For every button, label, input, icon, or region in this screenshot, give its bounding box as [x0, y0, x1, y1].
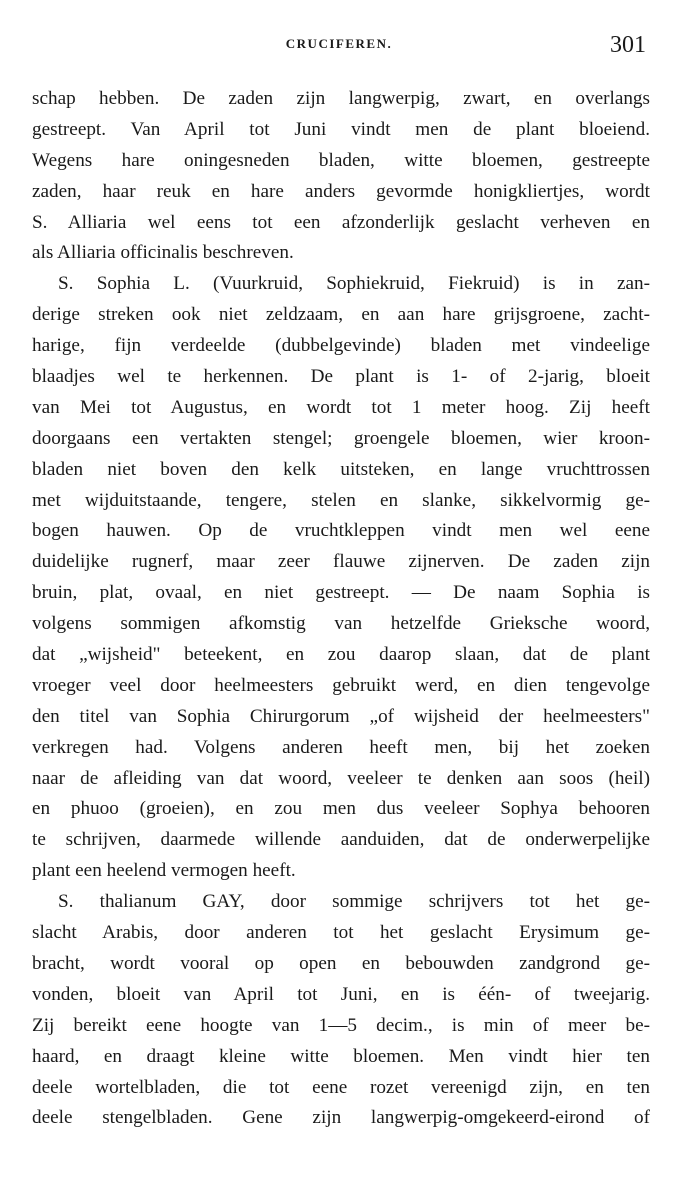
- text-line: zaden, haar reuk en hare anders gevormde honigkliertjes, wordt: [32, 180, 650, 202]
- text-line: bogen hauwen. Op de vruchtkleppen vindt men wel eene: [32, 520, 650, 542]
- text-line: haard, en draagt kleine witte bloemen. Men vindt hier ten: [32, 1045, 650, 1067]
- text-line: S. Sophia L. (Vuurkruid, Sophiekruid, Fiekruid) is in zan-: [58, 273, 650, 295]
- text-line: van Mei tot Augustus, en wordt tot 1 meter hoog. Zij heeft: [32, 396, 650, 418]
- text-line: den titel van Sophia Chirurgorum „of wijsheid der heelmeesters": [32, 705, 650, 727]
- page-number: 301: [610, 32, 646, 58]
- text-line: deele wortelbladen, die tot eene rozet vereenigd zijn, en ten: [32, 1076, 650, 1098]
- text-line: volgens sommigen afkomstig van hetzelfde Grieksche woord,: [32, 613, 650, 635]
- text-line: slacht Arabis, door anderen tot het geslacht Erysimum ge-: [32, 922, 650, 944]
- text-line: doorgaans een vertakten stengel; groengele bloemen, wier kroon-: [32, 427, 650, 449]
- text-line: bladen niet boven den kelk uitsteken, en lange vruchttrossen: [32, 458, 650, 480]
- text-line: te schrijven, daarmede willende aanduiden, dat de onderwerpelijke: [32, 829, 650, 851]
- text-line: vonden, bloeit van April tot Juni, en is één- of tweejarig.: [32, 983, 650, 1005]
- text-line: verkregen had. Volgens anderen heeft men, bij het zoeken: [32, 736, 650, 758]
- text-line: bracht, wordt vooral op open en bebouwden zandgrond ge-: [32, 952, 650, 974]
- text-line: dat „wijsheid" beteekent, en zou daarop slaan, dat de plant: [32, 644, 650, 666]
- running-header: [32, 32, 646, 68]
- text-line: Zij bereikt eene hoogte van 1—5 decim., is min of meer be-: [32, 1014, 650, 1036]
- text-line: schap hebben. De zaden zijn langwerpig, zwart, en overlangs: [32, 88, 650, 109]
- text-line: vroeger veel door heelmeesters gebruikt werd, en dien tengevolge: [32, 674, 650, 696]
- text-line: S. thalianum GAY, door sommige schrijvers tot het ge-: [58, 891, 650, 913]
- body-text: [32, 84, 650, 1134]
- text-line: en phuoo (groeien), en zou men dus veeleer Sophya behooren: [32, 798, 650, 820]
- text-line: Wegens hare oningesneden bladen, witte bloemen, gestreepte: [32, 149, 650, 171]
- text-line: S. Alliaria wel eens tot een afzonderlijk geslacht verheven en: [32, 211, 650, 233]
- text-line: als Alliaria officinalis beschreven.: [32, 242, 294, 264]
- text-line: derige streken ook niet zeldzaam, en aan hare grijsgroene, zacht-: [32, 304, 650, 326]
- text-line: naar de afleiding van dat woord, veeleer te denken aan soos (heil): [32, 767, 650, 789]
- text-line: deele stengelbladen. Gene zijn langwerpig-omgekeerd-eirond of: [32, 1107, 650, 1129]
- text-line: plant een heelend vermogen heeft.: [32, 860, 296, 882]
- text-line: harige, fijn verdeelde (dubbelgevinde) bladen met vindeelige: [32, 335, 650, 357]
- text-line: duidelijke rugnerf, maar zeer flauwe zijnerven. De zaden zijn: [32, 551, 650, 573]
- text-line: met wijduitstaande, tengere, stelen en slanke, sikkelvormig ge-: [32, 489, 650, 511]
- running-title: CRUCIFEREN.: [285, 36, 393, 51]
- text-line: gestreept. Van April tot Juni vindt men de plant bloeiend.: [32, 118, 650, 140]
- text-line: blaadjes wel te herkennen. De plant is 1- of 2-jarig, bloeit: [32, 366, 650, 388]
- text-line: bruin, plat, ovaal, en niet gestreept. — De naam Sophia is: [32, 582, 650, 604]
